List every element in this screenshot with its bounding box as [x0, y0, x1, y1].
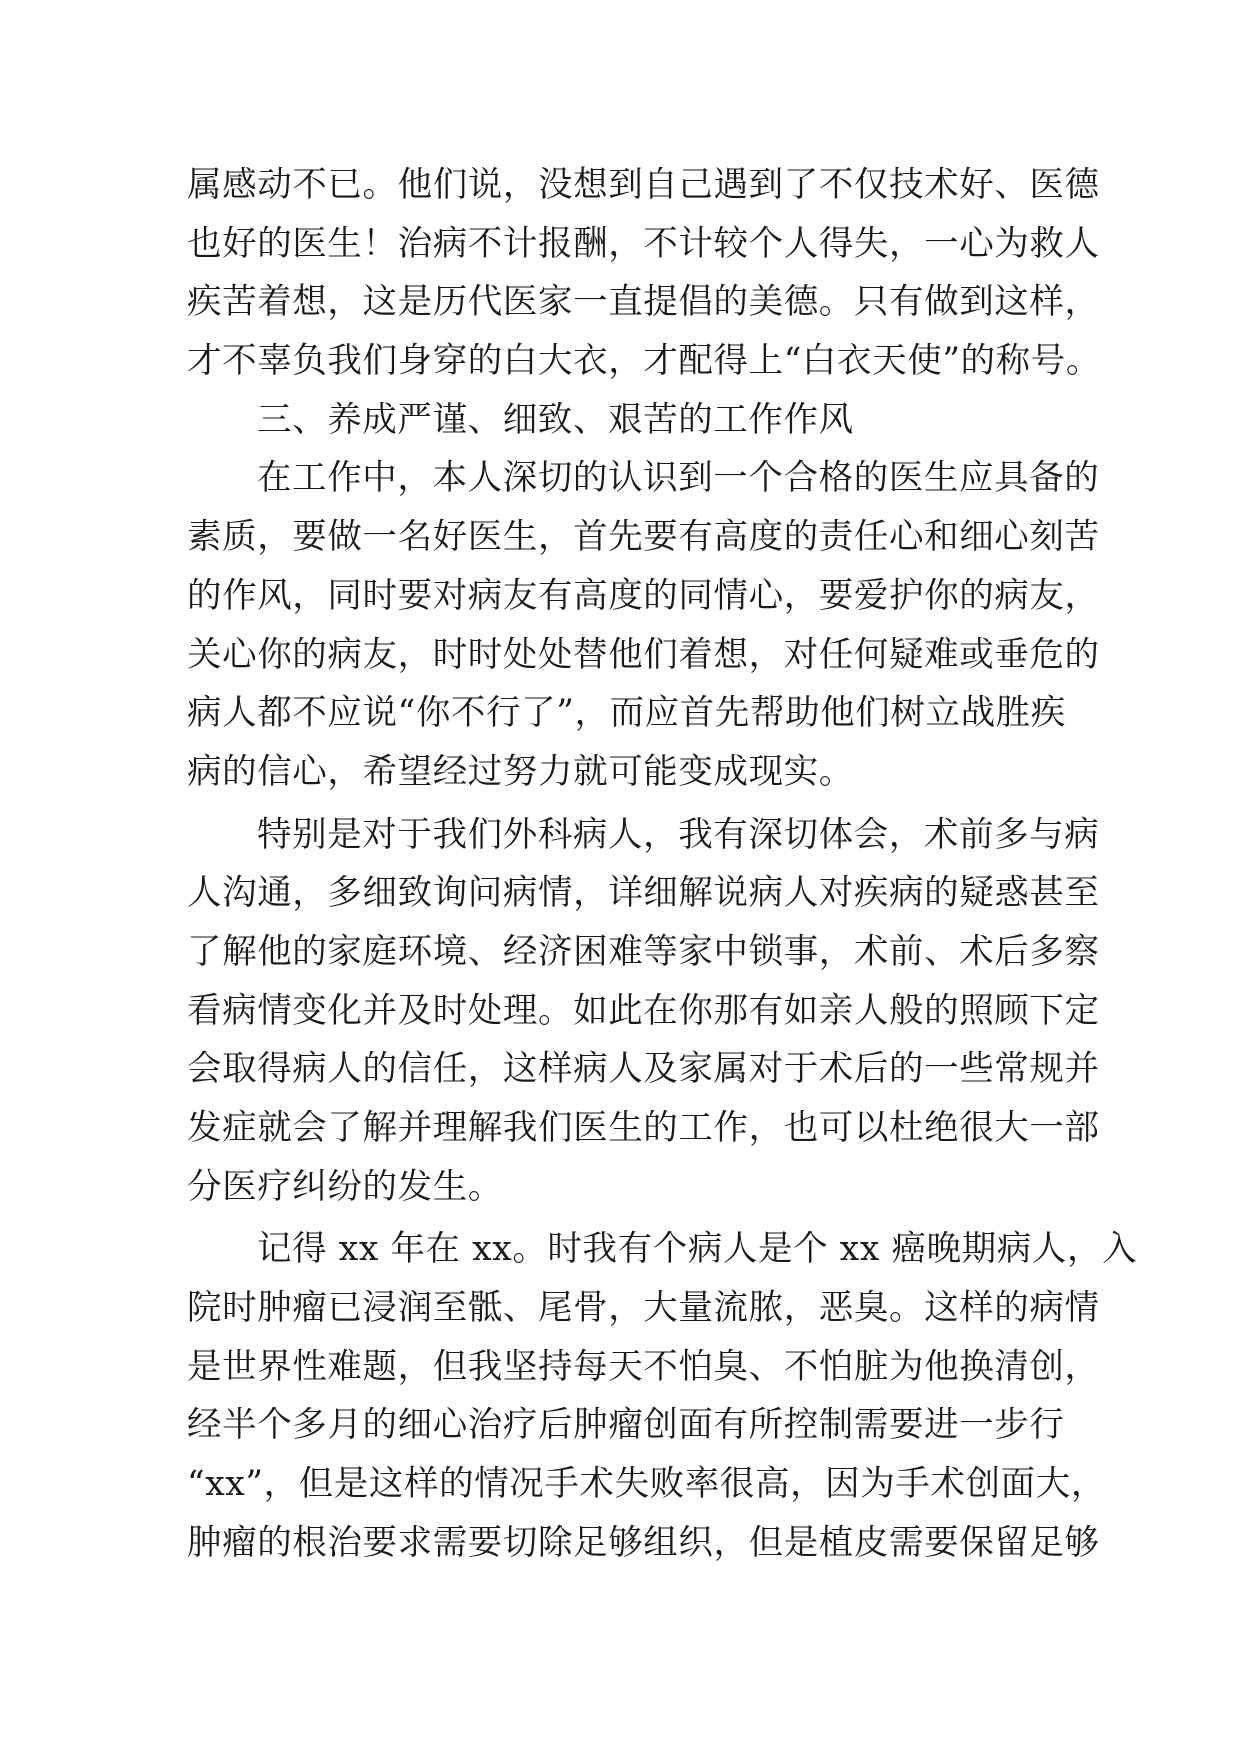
text-line: 也好的医生！治病不计报酬，不计较个人得失，一心为救人: [187, 223, 1100, 264]
text-line: 人沟通，多细致询问病情，详细解说病人对疾病的疑惑甚至: [187, 873, 1100, 914]
text-line: 肿瘤的根治要求需要切除足够组织，但是植皮需要保留足够: [187, 1522, 1100, 1563]
text-line: 了解他的家庭环境、经济困难等家中锁事，术前、术后多察: [187, 931, 1100, 972]
text-line: 是世界性难题，但我坚持每天不怕臭、不怕脏为他换清创，: [187, 1346, 1100, 1387]
text-line: 看病情变化并及时处理。如此在你那有如亲人般的照顾下定: [187, 990, 1100, 1031]
text-line: 病的信心，希望经过努力就可能变成现实。: [187, 751, 854, 792]
document-body: [187, 156, 1138, 1573]
text-line: 记得 xx 年在 xx。时我有个病人是个 xx 癌晚期病人，入: [257, 1229, 1138, 1270]
text-line: 发症就会了解并理解我们医生的工作，也可以杜绝很大一部: [187, 1108, 1100, 1148]
text-line: 在工作中，本人深切的认识到一个合格的医生应具备的: [257, 458, 1100, 499]
section-heading: 三、养成严谨、细致、艰苦的工作作风: [257, 399, 854, 440]
text-line: 经半个多月的细心治疗后肿瘤创面有所控制需要进一步行: [187, 1405, 1065, 1446]
text-line: 病人都不应说“你不行了”，而应首先帮助他们树立战胜疾: [187, 693, 1066, 734]
text-line: 素质，要做一名好医生，首先要有高度的责任心和细心刻苦: [187, 517, 1100, 558]
text-line: 才不辜负我们身穿的白大衣，才配得上“白衣天使”的称号。: [187, 341, 1101, 382]
text-line: 关心你的病友，时时处处替他们着想，对任何疑难或垂危的: [187, 634, 1100, 675]
text-line: 院时肿瘤已浸润至骶、尾骨，大量流脓，恶臭。这样的病情: [187, 1288, 1100, 1329]
text-line: 的作风，同时要对病友有高度的同情心，要爱护你的病友，: [187, 575, 1100, 616]
text-line: 疾苦着想，这是历代医家一直提倡的美德。只有做到这样，: [187, 282, 1100, 323]
text-line: “xx”，但是这样的情况手术失败率很高，因为手术创面大，: [187, 1464, 1106, 1505]
text-line: 属感动不已。他们说，没想到自己遇到了不仅技术好、医德: [187, 165, 1100, 205]
text-line: 分医疗纠纷的发生。: [187, 1166, 503, 1207]
text-line: 特别是对于我们外科病人，我有深切体会，术前多与病: [257, 814, 1100, 855]
text-line: 会取得病人的信任，这样病人及家属对于术后的一些常规并: [187, 1049, 1100, 1090]
